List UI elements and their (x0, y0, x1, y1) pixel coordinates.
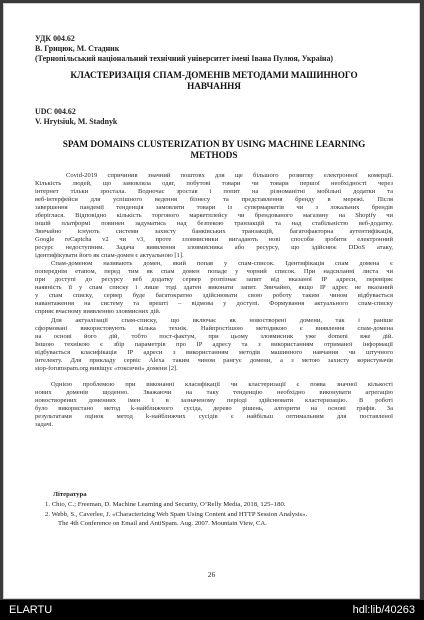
title-en-line2: METHODS (190, 150, 238, 160)
authors-ua: В. Грицюк, М. Стадник (35, 44, 120, 53)
body-line: сформовані використовують кілька технік. Найпростішою методикою є виявлення спам-домена (35, 325, 393, 332)
page-number: 26 (207, 570, 216, 579)
title-ua-line1: КЛАСТЕРИЗАЦІЯ СПАМ-ДОМЕНІВ МЕТОДАМИ МАШИННОГО (70, 70, 358, 80)
body-line: наявність її у спам списку і лише тоді здатен виконати запит. Звичайно, якщо IP адрес не вказаний (35, 284, 393, 291)
body-line: інтернет тільки зростала. Водночас зростав і попит на різноманітні мобільні додатки та (35, 188, 393, 195)
body-line: інтелекту. Для прикладу сервіс Alexa таким чином рангує домени, а з метою захисту користувачів (35, 357, 393, 364)
handle-link[interactable]: hdl:lib/40263 (352, 604, 415, 616)
body-line: на основі його дій, тобто пост-фактум, при цьому зловмисник уже domeni вже дій. (35, 333, 393, 340)
body-line: у спам списку, сервер буде багатократно здійснювати свою роботу таким чином відбувається (35, 292, 393, 299)
title-en-line1: SPAM DOMAINS CLUSTERIZATION BY USING MACHINE LEARNING (62, 139, 366, 149)
body-line: навантаження на систему та врешті – відмова у доступі. Формування актуального спам-списку (35, 300, 393, 307)
affiliation-ua: (Тернопільський національний технічний університет імені Івана Пулюя, Україна) (35, 54, 334, 63)
body-line: Google reCaptcha v2 чи v3, проте зловмисники вигадають нові способи зробити електронний (35, 236, 393, 243)
reference-item: 2. Webb, S., Caverlee, J. «Characterizing Web Spam Using Content and HTTP Session Analysis». (45, 511, 308, 518)
body-line: іншій платформі повинен задуматись над безпекою транзакцій та над стабільністю веб-додатку. (35, 220, 393, 227)
repository-footer (0, 600, 424, 620)
reference-item: 1. Chio, C.; Freeman, D. Machine Learning and Security, O’Relly Media, 2018, 125–180. (45, 501, 286, 508)
document-page (4, 4, 419, 598)
body-line: Іншою технікою є збір параметрів про IP адресу та з використанням отриманої інформації (35, 341, 393, 348)
body-line: відбувається класифікація IP адреси з використанням методів машинного навчання чи штучного (35, 349, 393, 356)
body-line: Однією проблемою при виконанні класифікації чи кластеризації є поява значної кількості (51, 381, 393, 388)
body-line: ідентифікувати його як спам-домен є актуальною [1]. (35, 252, 184, 259)
body-line: було використано метод k-найближчого сусіда, дерево рішень, алгоритм на основі графів. За (35, 405, 393, 412)
body-line: зберіглася. Відповідно кількість торгового маркетплейсу чи брендованого магазину на Shopify чи (35, 212, 393, 219)
references-heading: Література (53, 491, 87, 498)
body-line: Звичайно існують системи захисту банківських транзакцій, багатофакторна аутентифікація, (35, 228, 393, 235)
body-line: при доступі до ресурсу веб додатку сервер розпізнає запит від вказаної IP адреси, перевіряє (35, 276, 393, 283)
body-line: результатами оцінок метод k-найближчих сусідів є найбільш оптимальним для поставленої (35, 413, 393, 420)
body-line: нових доменів щоденно. Зважаючи на таку тенденцію необхідно виконувати агрегацію (35, 389, 393, 396)
body-line: ресурс недоступним. Задача виявлення зловмисника або ресурсу, що здійснює DDoS атаку, (35, 244, 393, 251)
body-line: задачі. (35, 421, 54, 428)
body-line: завершення пандемії тенденція замовляти товари із супермаркетів чи з локальних брендів (35, 204, 393, 211)
body-line: Спам-доменом називають домен, який попав у спам-список. Ідентифікація спам домена є (51, 260, 393, 267)
body-line: сприяє вчасному виявленню зловмисних дій. (35, 308, 161, 315)
body-line: Covid-2019 спричинив значний поштовх для ще більшого розвитку електронної комерції. (66, 172, 393, 179)
body-line: Для актуалізації спам-списку, що включає як новостворені домени, так і раніше (51, 317, 393, 324)
body-line: новостворених доменних імен і в зазначеному періоді здійснювати кластеризацію. В роботі (35, 397, 393, 404)
udc-ua: УДК 004.62 (35, 34, 75, 43)
body-line: Кількість людей, що замовляла одяг, побутові товари чи товари першої необхідності через (35, 180, 393, 187)
authors-en: V. Hrytsiuk, M. Stadnyk (35, 117, 118, 126)
repository-name: ELARTU (9, 604, 53, 616)
body-line: stop-forumspam.org вивіщує «токсичні» домени [2]. (35, 365, 178, 372)
title-ua-line2: НАВЧАННЯ (187, 81, 241, 91)
body-line: веб-інтерфейси для успішного ведення бізнесу та представлення бренду в мережі. Після (35, 196, 393, 203)
body-line: попереднім етапом, перед тим як спам домен попаде у чорний список. При надсиланні листа чи (35, 268, 393, 275)
reference-item: The 4th Conference on Email and AntiSpam. Aug. 2007. Mountain View, CA. (58, 520, 267, 527)
udc-en: UDC 004.62 (35, 107, 76, 116)
